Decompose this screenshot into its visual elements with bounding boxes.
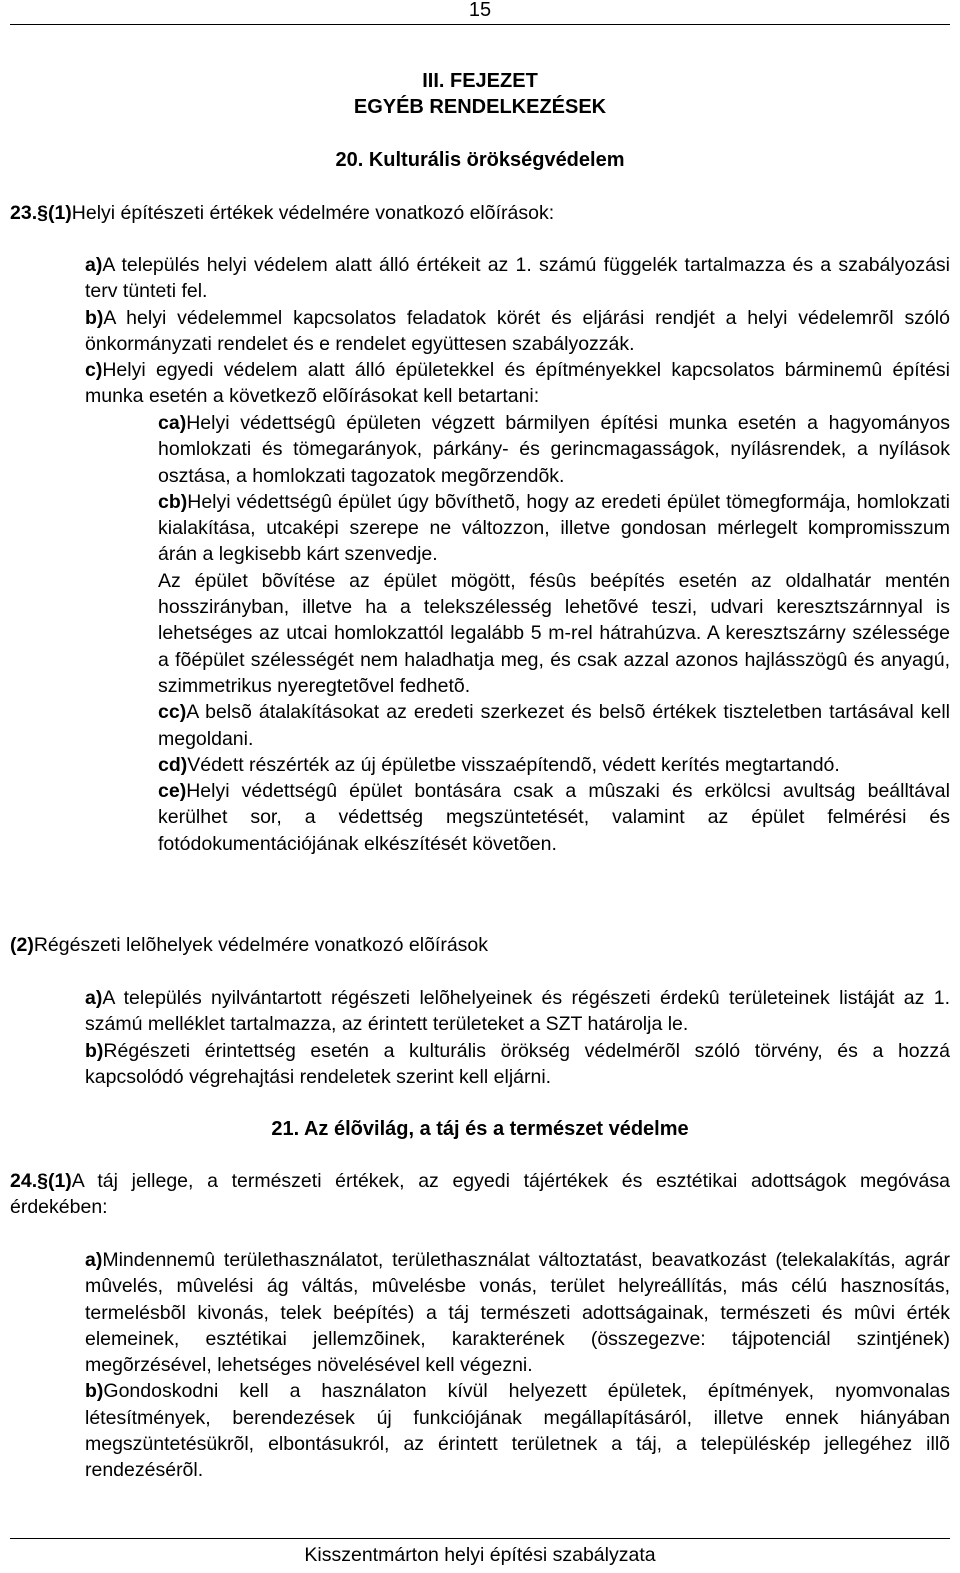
item-label: a) [85, 987, 103, 1009]
item-c [85, 357, 950, 410]
item-24a [85, 1247, 950, 1378]
item-label: b) [85, 306, 104, 329]
section-20-list-abc [85, 252, 950, 410]
item-ce [158, 778, 950, 857]
section-21-heading: 21. Az élõvilág, a táj és a természet védelme [271, 1118, 689, 1140]
item-label: b) [85, 1039, 104, 1062]
page-footer: Kisszentmárton helyi építési szabályzata [304, 1544, 656, 1566]
item-label: c) [85, 359, 103, 382]
paragraph-number: (2) [10, 934, 34, 956]
item-text: Helyi védettségû épületen végzett bármilyen építési munka esetén a hagyományos homlokzati és tömegarányok, párkány- és gerincmagasságok, nyílásrendek, a nyílások osztása, a homlokzati tagozatok megõrzendõk. [158, 412, 950, 487]
chapter-subtitle: EGYÉB RENDELKEZÉSEK [353, 96, 607, 118]
page-number: 15 [468, 0, 492, 21]
item-2b [85, 1038, 950, 1091]
item-text: Régészeti érintettség esetén a kulturális örökség védelmérõl szóló törvény, és a hozzá kapcsolódó végrehajtási rendeletek szerint kell eljárni. [85, 1039, 950, 1088]
item-24b [85, 1378, 950, 1483]
item-text: Helyi védettségû épület úgy bõvíthetõ, hogy az eredeti épület tömegformája, homlokzati kialakítása, utcaképi szerepe ne változzon, illetve gondosan mérlegelt kompromisszum árán a legkisebb kárt szenvedje. [158, 490, 950, 566]
item-label: ce) [158, 780, 187, 803]
item-b [85, 305, 950, 358]
section-20-heading: 20. Kulturális örökségvédelem [335, 149, 625, 171]
paragraph-number: 23.§(1) [10, 202, 72, 224]
item-text: A település nyilvántartott régészeti lelõhelyeinek és régészeti érdekû területeinek listáját az 1. számú melléklet tartalmazza, az érintett területeket a SZT határolja le. [85, 987, 950, 1036]
item-label: cd) [158, 753, 188, 776]
item-text: A helyi védelemmel kapcsolatos feladatok körét és eljárási rendjét a helyi védelemrõl szóló önkormányzati rendelet és e rendelet együttesen szabályozzák. [85, 306, 950, 355]
item-text: Védett részérték az új épületbe visszaépítendõ, védett kerítés megtartandó. [187, 753, 840, 776]
item-2a [85, 985, 950, 1038]
section-21-list [85, 1247, 950, 1484]
chapter-title: III. FEJEZET [422, 70, 538, 92]
footer-rule [10, 1538, 950, 1539]
item-cb [158, 489, 950, 568]
item-label: a) [85, 1249, 103, 1271]
item-cd [158, 752, 950, 778]
item-label: cb) [158, 490, 188, 513]
paragraph-text: Helyi építészeti értékek védelmére vonatkozó elõírások: [71, 202, 555, 224]
item-text: A település helyi védelem alatt álló értékeit az 1. számú függelék tartalmazza és a szabályozási terv tünteti fel. [85, 254, 950, 303]
item-label: a) [85, 254, 103, 276]
section-20-sublist [158, 410, 950, 857]
paragraph-23-intro [10, 200, 950, 226]
item-text: Gondoskodni kell a használaton kívül helyezett épületek, építmények, nyomvonalas létesítmények, berendezések új funkciójának megállapításáról, illetve ennek hiányában megszüntetésükrõl, elbontásukról, az érintett területnek a táj, a településkép jellegéhez illõ rendezésérõl. [85, 1380, 950, 1482]
paragraph-text: A táj jellege, a természeti értékek, az egyedi tájértékek és esztétikai adottságok megóvása érdekében: [10, 1170, 950, 1219]
item-text: Helyi védettségû épület bontására csak a mûszaki és erkölcsi avultság beálltával kerülhet sor, a védettség megszüntetését, valamint az épület felmérési és fotódokumentációjának elkészítését követõen. [158, 780, 950, 855]
item-text: Helyi egyedi védelem alatt álló épületekkel és építményekkel kapcsolatos bárminemû építési munka esetén a következõ elõírásokat kell betartani: [85, 359, 950, 408]
paragraph-24-intro [10, 1168, 950, 1221]
paragraph-number: 24.§(1) [10, 1170, 72, 1192]
paragraph-text: Régészeti lelõhelyek védelmére vonatkozó elõírások [33, 934, 489, 956]
item-cb-extra: Az épület bõvítése az épület mögött, fésûs beépítés esetén az oldalhatár mentén hosszirányban, illetve ha a telekszélesség lehetõvé teszi, udvari keresztszárnnyal is lehetséges az utcai homlokzattól legalább 5 m-rel hátrahúzva. A keresztszárny szélessége a fõépület szélességét nem haladhatja meg, és csak azzal azonos hajlásszögû és anyagú, szimmetrikus nyeregtetõvel fedhetõ. [158, 569, 950, 697]
item-text: Mindennemû területhasználatot, területhasználat változtatást, beavatkozást (telekalakítás, agrár mûvelés, mûvelési ág váltás, mûvelésbe vonás, terület helyreállítás, más célú hasznosítás, termelésbõl kivonás, telek beépítés) a táj természeti adottságainak, természeti és mûvi érték elemeinek, esztétikai jellemzõinek, karakterének (összegezve: tájpotenciál szintjének) megõrzésével, lehetséges növelésével kell végezni. [85, 1249, 950, 1377]
item-ca [158, 410, 950, 489]
section-20-list-2 [85, 985, 950, 1090]
item-label: ca) [158, 412, 187, 434]
item-label: cc) [158, 701, 187, 724]
header-rule [10, 24, 950, 25]
item-text: A belsõ átalakításokat az eredeti szerkezet és belsõ értékek tiszteletben tartásával kell megoldani. [158, 701, 950, 750]
item-label: b) [85, 1380, 104, 1403]
paragraph-23-2-intro [10, 932, 950, 958]
item-cc [158, 699, 950, 752]
item-a [85, 252, 950, 305]
